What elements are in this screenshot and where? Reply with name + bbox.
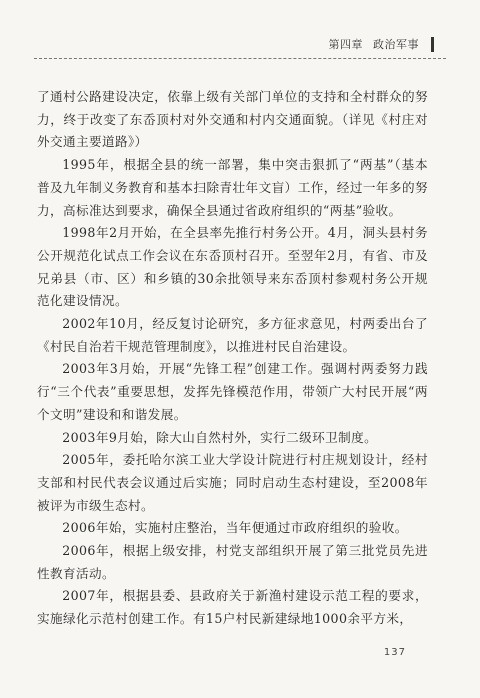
- section-label: 政治军事: [373, 38, 419, 51]
- chapter-label: 第四章: [328, 38, 363, 51]
- paragraph: 2005年，委托哈尔滨工业大学设计院进行村庄规划设计，经村支部和村民代表会议通过后实施；同时启动生态村建设，至2008年被评为市级生态村。: [37, 452, 428, 513]
- paragraph: 2003年3月始，开展“先锋工程”创建工作。强调村两委努力践行“三个代表”重要思想，发挥先锋模范作用，带领广大村民开展“两个文明”建设和和谐发展。: [37, 361, 428, 422]
- header-rule: [34, 58, 446, 59]
- body-text: [37, 86, 428, 631]
- paragraph: 1995年，根据全县的统一部署，集中突击狠抓了“两基”（基本普及九年制义务教育和基本扫除青壮年文盲）工作，经过一年多的努力，高标准达到要求，确保全县通过省政府组织的“两基”验收。: [37, 157, 428, 218]
- paragraph: 1998年2月开始，在全县率先推行村务公开。4月，洞头县村务公开规范化试点工作会议在东岙顶村召开。至翌年2月，有省、市及兄弟县（市、区）和乡镇的30余批领导来东岙顶村参观村务公开规范化建设情况。: [37, 225, 428, 309]
- paragraph: 2006年，根据上级安排，村党支部组织开展了第三批党员先进性教育活动。: [37, 543, 428, 581]
- page-number: 137: [383, 647, 406, 658]
- running-header: [329, 36, 435, 52]
- paragraph: 了通村公路建设决定，依靠上级有关部门单位的支持和全村群众的努力，终于改变了东岙顶村对外交通和村内交通面貌。（详见《村庄对外交通主要道路》）: [37, 89, 428, 150]
- paragraph: 2003年9月始，除大山自然村外，实行二级环卫制度。: [62, 429, 378, 445]
- paragraph: 2007年，根据县委、县政府关于新渔村建设示范工程的要求，实施绿化示范村创建工作。有15户村民新建绿地1000余平方米，: [37, 588, 428, 627]
- header-bar-divider: [431, 37, 434, 52]
- paragraph: 2006年始，实施村庄整治，当年便通过市政府组织的验收。: [62, 520, 408, 536]
- paragraph: 2002年10月，经反复讨论研究，多方征求意见，村两委出台了《村民自治若干规范管理制度》，以推进村民自治建设。: [37, 316, 428, 354]
